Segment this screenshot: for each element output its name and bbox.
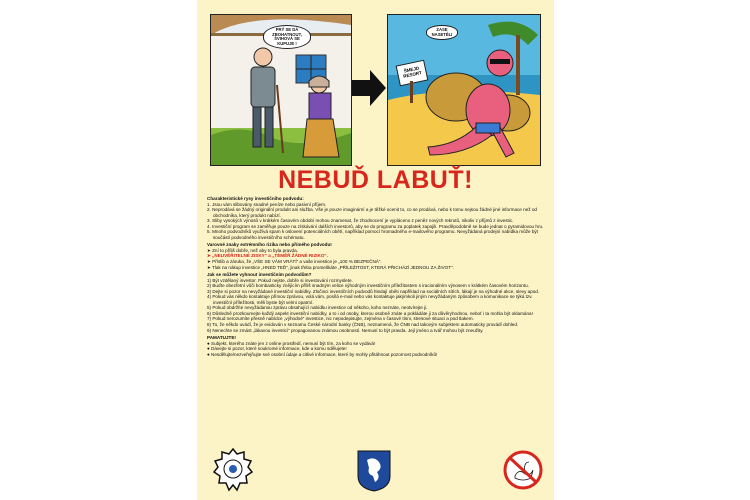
list-item: 7) Pokud nerozumíte přesně nabídce „výhodné“ investice, nic nepodepisujte, zejména v časové tísni, stresové situaci a pod tlakem. [207,316,474,322]
speech-bubble-right: ZASE NASETĚLI [426,25,458,40]
list-item: ● Dávejte si pozor, které soukromé informace, kde a komu sdělujete! [207,346,347,352]
list-item: 1. Jsou vám slibovány snadné peníze nebo pasivní příjem. [207,201,327,207]
poster-body-text [207,194,544,357]
no-swan-prohibition-icon [503,450,543,490]
state-emblem-logo [357,450,391,492]
list-item: 6) Důsledně prozkoumejte každý aspekt investiční nabídky, a to i od osoby, kterou osobně znáte a pokládáte ji za důvěryhodnou, neboť i ta mohla být oklamána! [207,310,533,316]
list-item: 2. Neprodává se žádný originální produkt ani služba. Vše je pouze imaginární a je těžké ocenit to, co se prodává, nebo k tomu nejsou žádné jiné informace než od obchodníka, který produkt nabízí. [207,207,537,218]
list-item: 2) Buďte obezřetní vůči bombasticky znějícím příliš snadným velice výhodným investičním příležitostem s iracionálním výnosem v krátkém časovém horizontu. [207,283,529,289]
list-item: ➤ Příslib a záruka, že „VŠE SE VÁM VRÁTÍ“ a vaše investice je „100 % BEZPEČNÁ“. [207,259,382,265]
poster [197,0,554,500]
list-item: 5) Pokud obdržíte nevyžádanou zprávu obsahující nabídku investice od někoho, koho neznáte, neotvírejte ji. [207,305,428,311]
list-item: 8) To, že někdo uvádí, že je evidován v seznamu České národní banky (ČNB), neznamená, že ČNB nad takovým subjektem automaticky provádí dohled. [207,322,519,328]
section-heading-characteristics: Charakteristické rysy investičního podvodu: [207,196,304,201]
right-arrow-icon [352,70,386,106]
section-heading-how-to-avoid: Jak se můžete vyhnout investičním podvodům? [207,272,312,278]
cartoon-panel-village [210,14,352,166]
resort-scene-illustration [388,15,540,165]
list-item: 4. Investiční program se zaměřuje pouze na získávání dalších investorů, aby se do programu za poplatek zapojili. Pravděpodobně se bude jednat o pyramidovou hru. [207,223,544,229]
list-item: 9) Nenechte se zmást „lákavou investicí“ propagovanou známou osobností. Nemusí to být pravda. Její jméno a tvář mohou být zneužity. [207,327,484,333]
section-heading-warning-signs: Varovné znaky extrémního rizika nebo přímého podvodu! [207,242,332,248]
resort-sign-text: ŠMEJD RESORT [402,65,423,79]
list-item: 4) Pokud vás někdo kontaktuje přímou zprávou, volá vám, posílá e-mail nebo vás kontaktuje jakýmkoli jiným nevyžádaným způsobem a komunikace se týká tzv. investiční příležitosti, měli byste být velmi opatrní. [207,294,533,305]
list-item: ➤ Tlak na nákup investice „HNED TEĎ“, jinak třeba promeškáte „PŘÍLEŽITOST, KTERÁ PŘICHÁZÍ JEDNOU ZA ŽIVOT“. [207,264,454,270]
police-badge-logo [213,448,253,492]
section-heading-remember: PAMATUJTE! [207,335,236,341]
cartoon-panel-resort [387,14,541,166]
list-item: ➤ Zní to příliš dobře, než aby to byla pravda. [207,247,298,253]
poster-title: NEBUĎ LABUŤ! [278,166,473,194]
list-item: 3) Dejte si pozor na nevyžádané investiční nabídky. Zločinci investičních podvodů hledají oběti například na sociálních sítích, lákají je na výhodné akce, slevy apod. [207,288,540,294]
list-item: ● Nesdělujte/nezveřejňujte své osobní údaje a citlivé informace, které by mohly přitáhnout pozornost podvodníků! [207,351,438,357]
list-item: 3. Sliby vysokých výnosů v krátkém časovém období mohou znamenat, že zhodnocení je vypláceno z peněz nových rekrutů, nikoliv z příjmů z investic. [207,218,514,224]
list-item: ● Subjekt, kterého znáte jen z online prostředí, nemusí být tím, za koho se vydává! [207,340,376,346]
list-item: ➤ „NEUVĚŘITELNÉ ZISKY“ a „TÉMĚŘ ŽÁDNÉ RIZIKO“. [207,253,328,259]
list-item: 5. Mnoho podvodníků využívá spam k oslovení potenciálních obětí, například pomocí hromadného e-mailového programu. Nevyžádaná prodejní nabídka může být součástí podvodného investičního schématu. [207,229,538,240]
speech-bubble-left: PRÝ SE DÁ ZBOHATNOUT, ŠVIHOVÁ SE KUPUJE ! [263,25,311,49]
list-item: 1) Být vzdělaný investor. Pokud nejste, dobře si investování rozmyslete. [207,277,353,283]
